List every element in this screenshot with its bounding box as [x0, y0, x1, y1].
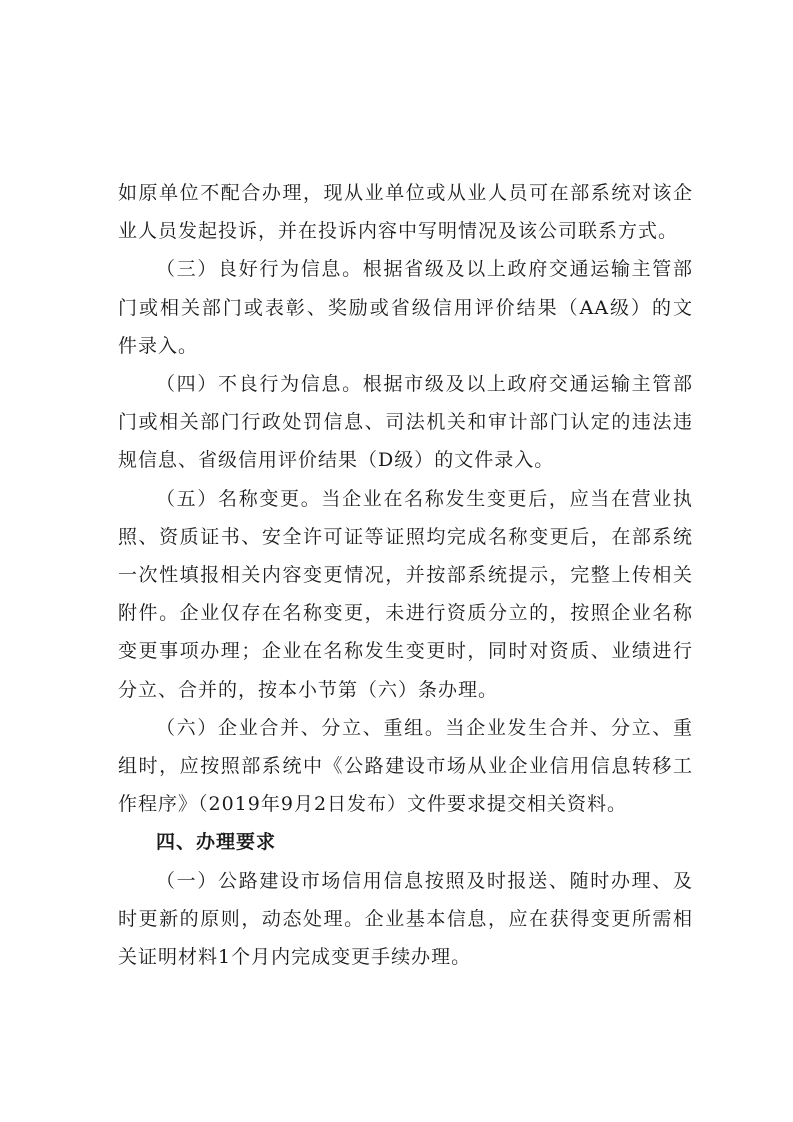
text-line: （一）公路建设市场信用信息按照及时报送、随时办理、及: [156, 869, 693, 892]
text-line: 关证明材料1个月内完成变更手续办理。: [118, 946, 472, 969]
text-line: 时更新的原则，动态处理。企业基本信息，应在获得变更所需相: [118, 907, 693, 930]
text-line: 门或相关部门或表彰、奖励或省级信用评价结果（AA级）的文: [118, 296, 693, 319]
text-line: 组时，应按照部系统中《公路建设市场从业企业信用信息转移工: [118, 755, 693, 778]
text-line: 照、资质证书、安全许可证等证照均完成名称变更后，在部系统: [118, 525, 693, 548]
text-line: 规信息、省级信用评价结果（D级）的文件录入。: [118, 449, 555, 472]
text-line: （四）不良行为信息。根据市级及以上政府交通运输主管部: [156, 373, 693, 396]
text-line: 附件。企业仅存在名称变更，未进行资质分立的，按照企业名称: [118, 602, 693, 625]
text-line: 业人员发起投诉，并在投诉内容中写明情况及该公司联系方式。: [118, 220, 679, 243]
text-line: 一次性填报相关内容变更情况，并按部系统提示，完整上传相关: [118, 564, 693, 587]
section-heading: 四、办理要求: [156, 831, 277, 854]
text-line: 分立、合并的，按本小节第（六）条办理。: [118, 678, 499, 701]
text-line: （六）企业合并、分立、重组。当企业发生合并、分立、重: [156, 716, 693, 739]
body-text: [118, 174, 693, 976]
text-line: 作程序》（2019年9月2日发布）文件要求提交相关资料。: [118, 793, 628, 816]
text-line: （三）良好行为信息。根据省级及以上政府交通运输主管部: [156, 258, 693, 281]
text-line: （五）名称变更。当企业在名称发生变更后，应当在营业执: [156, 487, 693, 510]
text-line: 件录入。: [118, 334, 199, 357]
text-line: 如原单位不配合办理，现从业单位或从业人员可在部系统对该企: [118, 182, 693, 204]
text-line: 门或相关部门行政处罚信息、司法机关和审计部门认定的违法违: [118, 411, 693, 434]
text-line: 变更事项办理；企业在名称发生变更时，同时对资质、业绩进行: [118, 640, 693, 663]
